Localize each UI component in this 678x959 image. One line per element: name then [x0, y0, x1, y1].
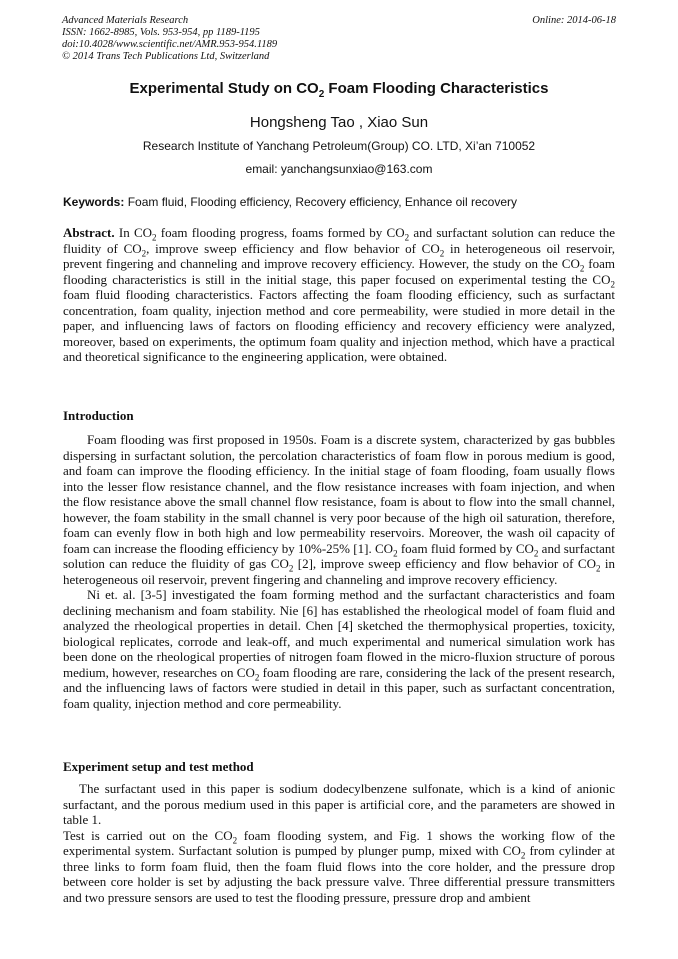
issn-line: ISSN: 1662-8985, Vols. 953-954, pp 1189-1195: [62, 27, 260, 38]
paragraph: The surfactant used in this paper is sodium dodecylbenzene sulfonate, which is a kind of anionic surfactant, and the porous medium used in this paper is artificial core, and the parameters are showed in table 1.: [63, 781, 615, 827]
section-heading-introduction: Introduction: [63, 408, 134, 423]
introduction-section: [63, 432, 615, 711]
keywords-text: Foam fluid, Flooding efficiency, Recovery efficiency, Enhance oil recovery: [124, 195, 517, 209]
journal-name: Advanced Materials Research: [62, 15, 189, 26]
paragraph: Foam flooding was first proposed in 1950s. Foam is a discrete system, characterized by gas bubbles dispersing in surfactant solution, the percolation characteristics of foam flow in porous medium is good, and foam can improve the flooding efficiency. In the initial stage of foam flooding, foam usually flows into the lesser flow resistance channel, and the flow resistance increases with foam injection, and when the flow resistance above the small channel flow resistance, foam is about to flow into the small channel, however, the foam stability in the small channel is very poor because of the high oil saturation, therefore, foam can evenly flow in both high and low permeability reservoirs. Moreover, the wash oil capacity of foam can increase the flooding efficiency by 10%-25% [1]. $CO_2$ foam fluid formed by $CO_2$ and surfactant solution can reduce the fluidity of gas $CO_2$ [2], improve sweep efficiency and flow behavior of $CO_2$ in heterogeneous oil reservoir, prevent fingering and channeling and improve recovery efficiency.: [63, 432, 615, 587]
paragraph: Test is carried out on the $CO_2$ foam flooding system, and Fig. 1 shows the working flow of the experimental system. Surfactant solution is pumped by plunger pump, mixed with $CO_2$ from cylinder at three links to form foam fluid, then the foam fluid flows into the core holder, and the pressure drop between core holder is set by adjusting the back pressure valve. Three differential pressure transmitters and two pressure sensors are used to test the flooding pressure, pressure drop and ambient: [63, 827, 616, 905]
paragraph: Ni et. al. [3-5] investigated the foam forming method and the surfactant characteristics and foam declining mechanism and foam stability. Nie [6] has established the rheological model of foam fluid and analyzed the rheological properties in detail. Chen [4] sketched the thermophysical properties, toxicity, biological replicates, corrode and leak-off, and much experimental and numerical simulation work has been done on the rheological properties of nitrogen foam flowed in the micro-fluxion structure of porous medium, however, researches on $CO_2$ foam flooding are rare, considering the lack of the present research, and the influencing laws of factors were studied in detail in this paper, such as surfactant concentration, foam quality, injection method and core permeability.: [63, 587, 615, 711]
experiment-section: [63, 781, 615, 905]
author-email: email: yanchangsunxiao@163.com: [245, 162, 433, 176]
doi-line: doi:10.4028/www.scientific.net/AMR.953-954.1189: [62, 39, 278, 50]
abstract-paragraph: Abstract. In $CO_2$ foam flooding progress, foams formed by $CO_2$ and surfactant solution can reduce the fluidity of $CO_2$, improve sweep efficiency and flow behavior of $CO_2$ in heterogeneous oil reservoir, prevent fingering and channeling and improve recovery efficiency. However, the study on the $CO_2$ foam flooding characteristics is still in the initial stage, this paper focused on experimental testing the $CO_2$ foam fluid flooding characteristics. Factors affecting the foam flooding efficiency, such as surfactant concentration, foam quality, injection method and core permeability, were studied in more detail in the paper, and influencing laws of factors on flooding efficiency and recovery efficiency were analyzed, moreover, based on experiments, the optimum foam quality and injection method, which have a practical and theoretical significance to the engineering application, were obtained.: [63, 225, 616, 364]
keywords-label: Keywords:: [63, 195, 125, 209]
online-date: Online: 2014-06-18: [532, 15, 616, 26]
paper-title: Experimental Study on $CO_2$ Foam Flooding Characteristics: [129, 80, 549, 100]
journal-header: [62, 15, 277, 63]
abstract-label: Abstract.: [63, 225, 115, 240]
copyright-line: © 2014 Trans Tech Publications Ltd, Switzerland: [62, 51, 270, 62]
affiliation: Research Institute of Yanchang Petroleum(Group) CO. LTD, Xi’an 710052: [142, 139, 536, 153]
keywords: [63, 195, 615, 209]
author-list: Hongsheng Tao , Xiao Sun: [249, 114, 429, 131]
section-heading-experiment: Experiment setup and test method: [63, 759, 254, 774]
